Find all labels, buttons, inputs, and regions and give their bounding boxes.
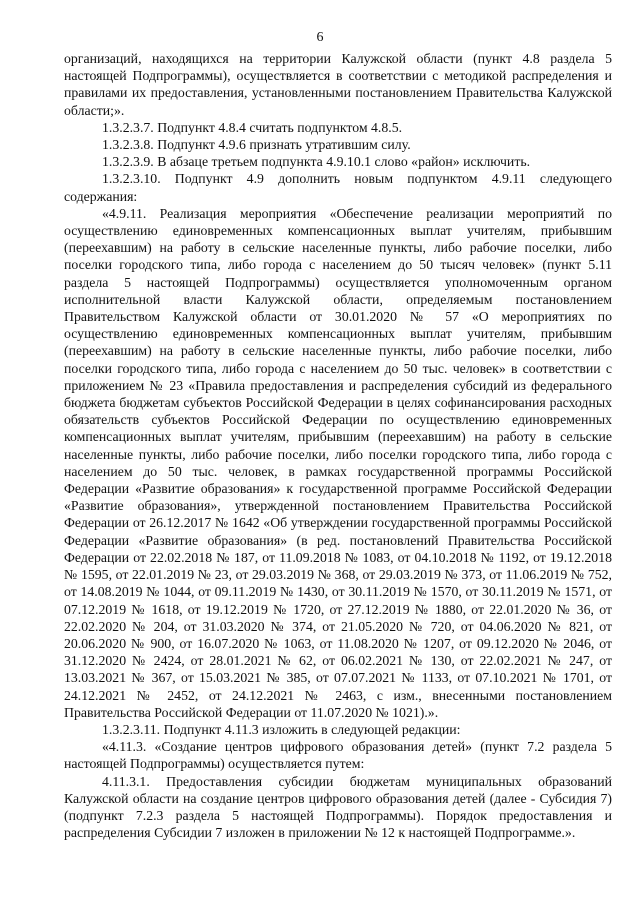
paragraph-item-1-3-2-3-9: 1.3.2.3.9. В абзаце третьем подпункта 4.9.10.1 слово «район» исключить.	[102, 154, 531, 170]
paragraph-quoted-4-9-11: «4.9.11. Реализация мероприятия «Обеспечение реализации мероприятий по осуществлению единовременных компенсационных выплат учителям, прибывшим (переехавшим) на работу в сельские населенные пункты, либо рабочие поселки, либо поселки городского типа, либо города с населением до 50 тысяч человек» (пункт 5.11 раздела 5 настоящей Подпрограммы) осуществляется уполномоченным органом исполнительной власти Калужской области, определяемым постановлением Правительством Калужской области от 30.01.2020 № 57 «О мероприятиях по осуществлению единовременных компенсационных выплат учителям, прибывшим (переехавшим) на работу в сельские населенные пункты, либо рабочие поселки, либо поселки городского типа, либо города с населением до 50 тыс. человек» в соответствии с приложением № 23 «Правила предоставления и распределения субсидий из федерального бюджета бюджетам субъектов Российской Федерации в целях софинансирования расходных обязательств субъектов Российской Федерации по осуществлению единовременных компенсационных выплат учителям, прибывшим (переехавшим) на работу в сельские населенные пункты, либо рабочие поселки, либо поселки городского типа, либо города с населением до 50 тыс. человек, в рамках государственной программы Российской Федерации «Развитие образования» к государственной программе Российской Федерации «Развитие образования», утвержденной постановлением Правительства Российской Федерации от 26.12.2017 № 1642 «Об утверждении государственной программы Российской Федерации «Развитие образования» (в ред. постановлений Правительства Российской Федерации от 22.02.2018 № 187, от 11.09.2018 № 1083, от 04.10.2018 № 1192, от 19.12.2018 № 1595, от 22.01.2019 № 23, от 29.03.2019 № 368, от 29.03.2019 № 373, от 11.06.2019 № 752, от 14.08.2019 № 1044, от 09.11.2019 № 1430, от 30.11.2019 № 1570, от 30.11.2019 № 1571, от 07.12.2019 № 1618, от 19.12.2019 № 1720, от 27.12.2019 № 1880, от 22.01.2020 № 36, от 22.02.2020 № 204, от 31.03.2020 № 374, от 21.05.2020 № 720, от 04.06.2020 № 821, от 20.06.2020 № 900, от 16.07.2020 № 1063, от 11.08.2020 № 1207, от 09.12.2020 № 2046, от 31.12.2020 № 2424, от 28.01.2021 № 62, от 06.02.2021 № 130, от 22.02.2021 № 247, от 13.03.2021 № 367, от 15.03.2021 № 385, от 07.07.2021 № 1133, от 07.10.2021 № 1701, от 24.12.2021 № 2452, от 24.12.2021 № 2463, с изм., внесенными постановлением Правительства Российской Федерации от 11.07.2020 № 1021).».	[64, 205, 612, 720]
page-number: 6	[316, 30, 324, 45]
paragraph-item-1-3-2-3-10: 1.3.2.3.10. Подпункт 4.9 дополнить новым подпунктом 4.9.11 следующего содержания:	[64, 171, 612, 204]
paragraph-item-1-3-2-3-8: 1.3.2.3.8. Подпункт 4.9.6 признать утратившим силу.	[102, 137, 411, 153]
paragraph-quoted-4-11-3-1: 4.11.3.1. Предоставления субсидии бюджетам муниципальных образований Калужской области на создание центров цифрового образования детей (далее - Субсидия 7) (подпункт 7.2.3 раздела 5 настоящей Подпрограммы). Порядок предоставления и распределения Субсидии 7 изложен в приложении № 12 к настоящей Подпрограмме.».	[64, 773, 612, 841]
paragraph-continuation: организаций, находящихся на территории Калужской области (пункт 4.8 раздела 5 настоящей Подпрограммы), осуществляется в соответствии с методикой распределения и правилами их предоставления, установленными постановлением Правительства Калужской области;».	[64, 51, 612, 118]
paragraph-item-1-3-2-3-7: 1.3.2.3.7. Подпункт 4.8.4 считать подпунктом 4.8.5.	[102, 119, 403, 135]
paragraph-quoted-4-11-3: «4.11.3. «Создание центров цифрового образования детей» (пункт 7.2 раздела 5 настоящей Подпрограммы) осуществляется путем:	[64, 739, 612, 772]
paragraph-item-1-3-2-3-11: 1.3.2.3.11. Подпункт 4.11.3 изложить в следующей редакции:	[102, 721, 461, 737]
document-body	[64, 50, 612, 841]
